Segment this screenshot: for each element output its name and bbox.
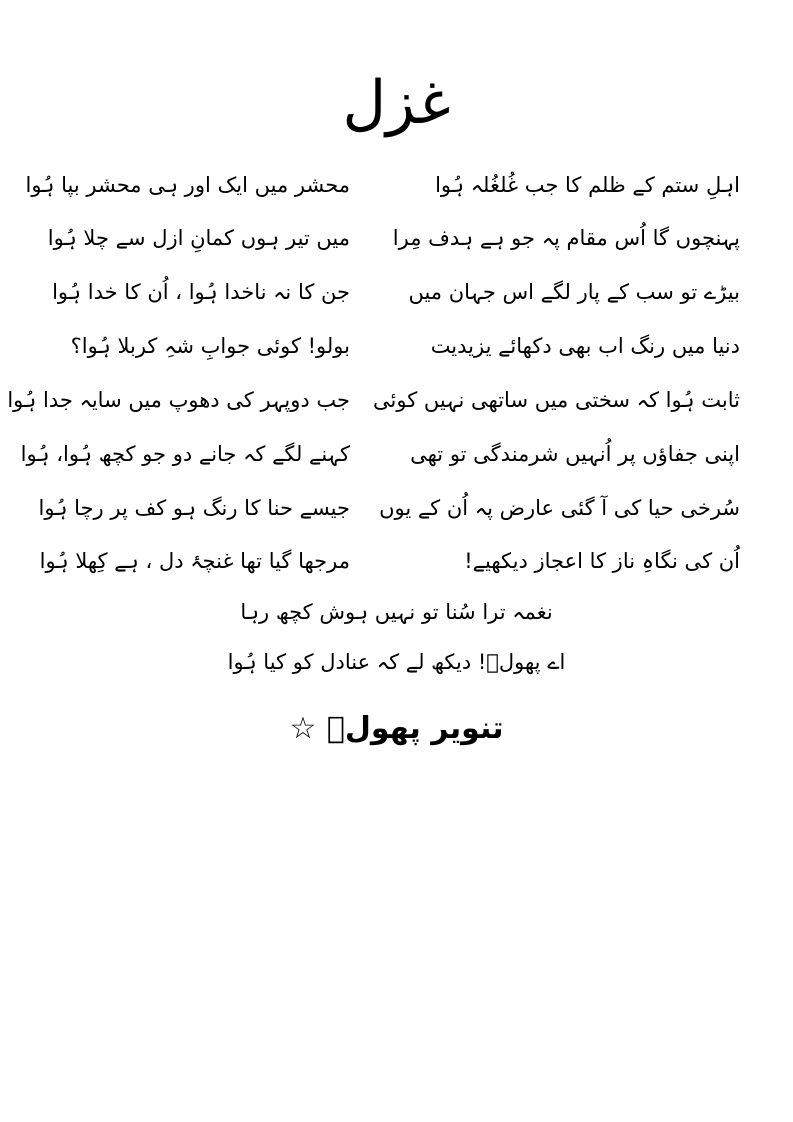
misra-second: بولو! کوئی جوابِ شہِ کربلا ہُوا؟ (70, 334, 350, 358)
poet-signature (0, 694, 793, 764)
misra-first: اہلِ ستم کے ظلم کا جب غُلغُلہ ہُوا (435, 173, 740, 197)
misra-second: مرجھا گیا تھا غنچۂ دل ، ہے کِھلا ہُوا (39, 549, 350, 573)
star-icon: ☆ (289, 711, 317, 746)
misra-first: بیڑے تو سب کے پار لگے اس جہان میں (408, 280, 740, 304)
misra-first: سُرخی حیا کی آ گئی عارض پہ اُن کے یوں (379, 496, 740, 520)
couplet-4 (60, 326, 740, 376)
misra-second: محشر میں ایک اور ہی محشر بپا ہُوا (25, 173, 350, 197)
couplet-1 (25, 165, 740, 215)
couplet-2 (47, 218, 740, 268)
misra-second: جب دوپہر کی دھوپ میں سایہ جدا ہُوا (7, 388, 350, 412)
couplet-5 (7, 380, 740, 430)
couplet-6 (20, 434, 740, 484)
closing-line-2: اے پھولؔ! دیکھ لے کہ عنادل کو کیا ہُوا (227, 650, 566, 674)
misra-first: پہنچوں گا اُس مقام پہ جو ہے ہدف مِرا (392, 226, 740, 250)
misra-second: جن کا نہ ناخدا ہُوا ، اُن کا خدا ہُوا (52, 280, 350, 304)
misra-first: اُن کی نگاہِ ناز کا اعجاز دیکھیے! (464, 549, 740, 573)
misra-first: ثابت ہُوا کہ سختی میں ساتھی نہیں کوئی (373, 388, 740, 412)
couplet-3 (52, 272, 740, 322)
signature-name: تنویر پھولؔ (326, 711, 504, 746)
misra-first: اپنی جفاؤں پر اُنہیں شرمندگی تو تھی (410, 442, 740, 466)
couplet-8 (39, 541, 740, 591)
misra-second: جیسے حنا کا رنگ ہو کف پر رچا ہُوا (38, 496, 350, 520)
couplet-7 (38, 488, 740, 538)
closing-line-1: نغمہ ترا سُنا تو نہیں ہوش کچھ رہا (240, 600, 553, 624)
misra-second: میں تیر ہوں کمانِ ازل سے چلا ہُوا (47, 226, 350, 250)
misra-first: دنیا میں رنگ اب بھی دکھائے یزیدیت (430, 334, 740, 358)
poem-title: غزل (342, 68, 451, 138)
misra-second: کہنے لگے کہ جانے دو جو کچھ ہُوا، ہُوا (20, 442, 350, 466)
